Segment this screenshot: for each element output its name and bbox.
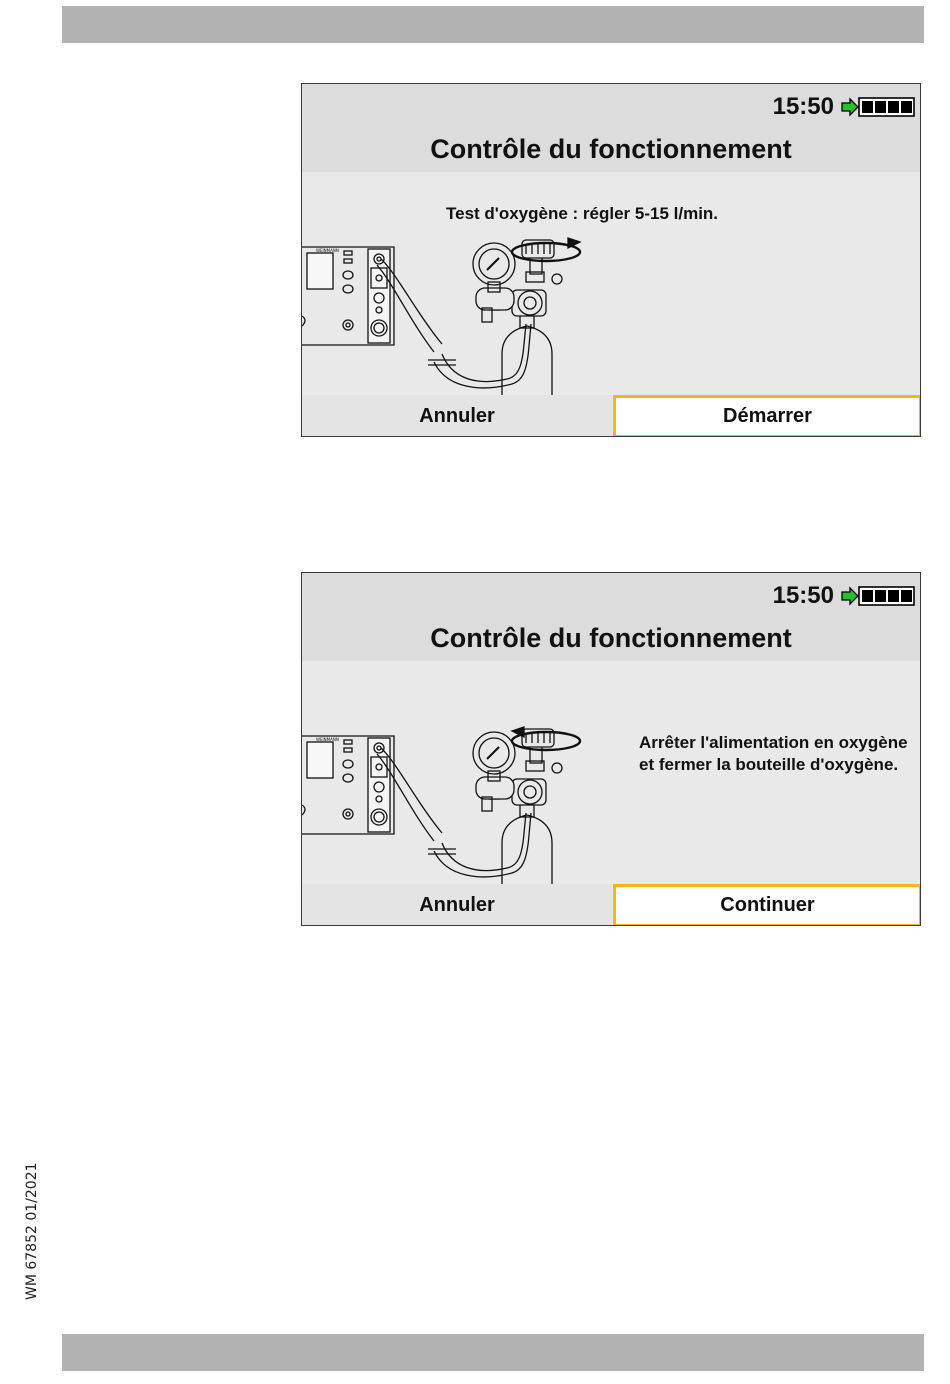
instruction-text: Arrêter l'alimentation en oxygène et fermer la bouteille d'oxygène. bbox=[639, 733, 908, 774]
cancel-button[interactable]: Annuler bbox=[302, 395, 612, 437]
oxygen-cylinder-illustration bbox=[302, 723, 612, 888]
device-screen-close-oxygen bbox=[301, 572, 921, 926]
battery-charging-icon bbox=[841, 585, 917, 607]
clock: 15:50 bbox=[772, 582, 834, 609]
device-screen-oxygen-test bbox=[301, 83, 921, 437]
footer-band bbox=[62, 1334, 924, 1371]
document-reference: WM 67852 01/2021 bbox=[24, 1162, 40, 1300]
clock: 15:50 bbox=[772, 93, 834, 120]
continue-button[interactable]: Continuer bbox=[613, 884, 921, 926]
svg-text:WEINMANN: WEINMANN bbox=[316, 737, 339, 742]
battery-charging-icon bbox=[841, 96, 917, 118]
header-band bbox=[62, 6, 924, 43]
screen-title: Contrôle du fonctionnement bbox=[430, 623, 792, 653]
cancel-button[interactable]: Annuler bbox=[302, 884, 612, 926]
oxygen-cylinder-illustration bbox=[302, 234, 612, 399]
screen-title: Contrôle du fonctionnement bbox=[430, 134, 792, 164]
instruction-text: Test d'oxygène : régler 5-15 l/min. bbox=[446, 204, 719, 223]
svg-text:WEINMANN: WEINMANN bbox=[316, 248, 339, 253]
start-button[interactable]: Démarrer bbox=[613, 395, 921, 437]
